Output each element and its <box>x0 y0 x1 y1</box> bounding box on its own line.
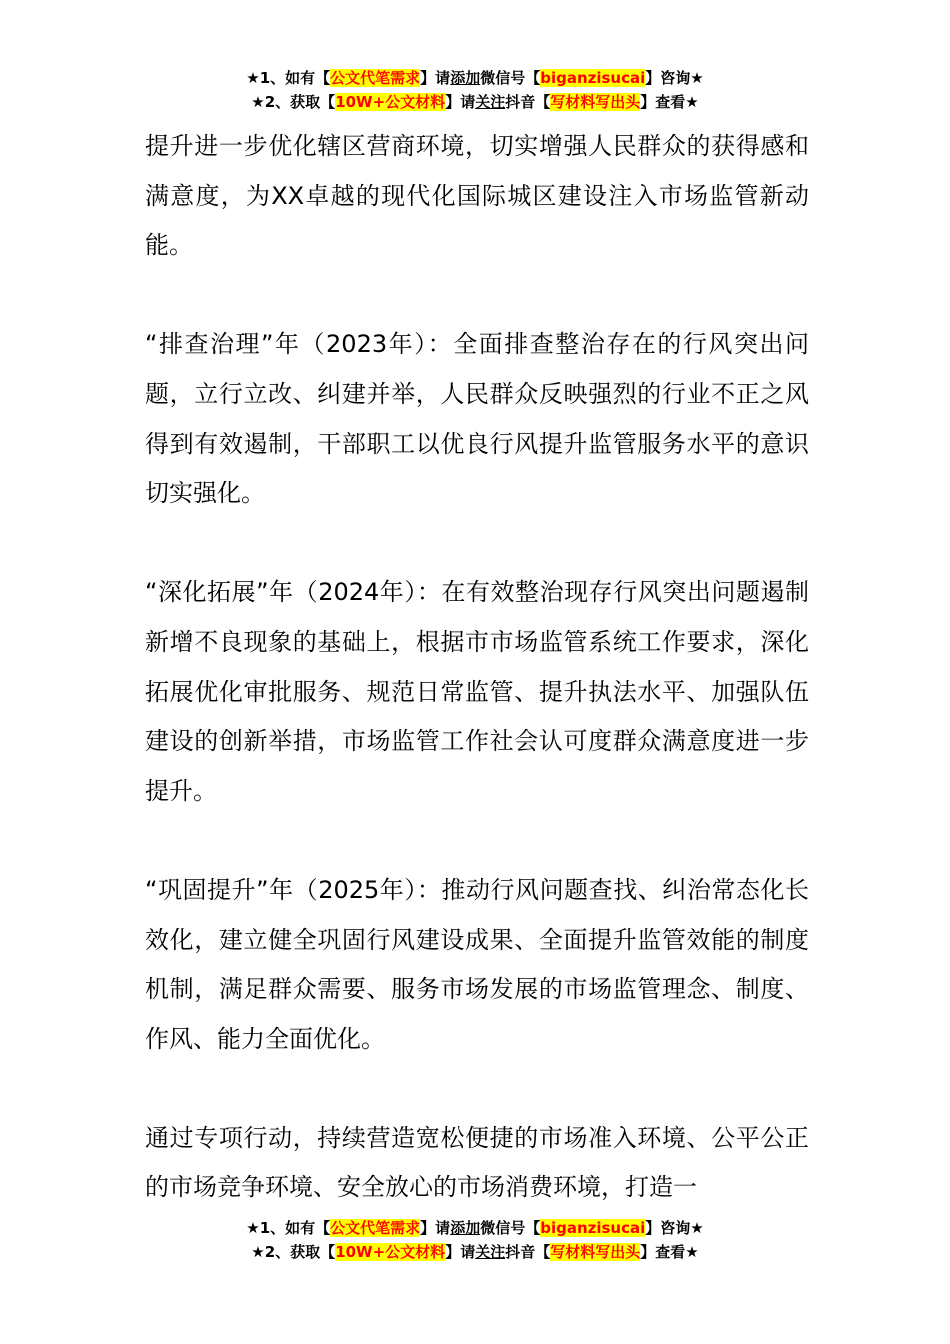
banner-highlight: biganzisucai <box>540 69 646 87</box>
banner-highlight: 10W+公文材料 <box>335 1243 446 1261</box>
banner-underlined: 添加 <box>450 69 481 87</box>
banner-underlined: 添加 <box>450 1219 481 1237</box>
paragraph-intro: 提升进一步优化辖区营商环境，切实增强人民群众的获得感和满意度，为XX卓越的现代化国际城区建设注入市场监管新动能。 <box>145 132 809 260</box>
banner-text: 抖音【 <box>505 1243 551 1261</box>
banner-highlight: 10W+公文材料 <box>335 93 446 111</box>
banner-underlined: 关注 <box>475 93 506 111</box>
banner-text: 】查看★ <box>640 93 699 111</box>
document-body <box>145 122 809 1213</box>
paragraph-2024: “深化拓展”年（2024年）：在有效整治现存行风突出问题遏制新增不良现象的基础上，根据市市场监管系统工作要求，深化拓展优化审批服务、规范日常监管、提升执法水平、加强队伍建设的创新举措，市场监管工作社会认可度群众满意度进一步提升。 <box>145 578 809 805</box>
footer-banner <box>0 1216 950 1264</box>
banner-line-2 <box>0 90 950 114</box>
banner-text: ★1、如有【 <box>246 69 331 87</box>
paragraph-conclusion: 通过专项行动，持续营造宽松便捷的市场准入环境、公平公正的市场竞争环境、安全放心的市场消费环境，打造一 <box>145 1123 809 1202</box>
banner-line-2 <box>0 1240 950 1264</box>
banner-text: 】请 <box>420 69 451 87</box>
banner-text: 微信号【 <box>480 1219 541 1237</box>
banner-text: ★2、获取【 <box>251 1243 336 1261</box>
banner-highlight: 公文代笔需求 <box>330 69 421 87</box>
paragraph-2025: “巩固提升”年（2025年）：推动行风问题查找、纠治常态化长效化，建立健全巩固行风建设成果、全面提升监管效能的制度机制，满足群众需要、服务市场发展的市场监管理念、制度、作风、能力全面优化。 <box>145 875 809 1053</box>
paragraph-spacer <box>145 816 809 866</box>
header-banner <box>0 66 950 114</box>
banner-underlined: 关注 <box>475 1243 506 1261</box>
paragraph-2023: “排查治理”年（2023年）：全面排查整治存在的行风突出问题，立行立改、纠建并举，人民群众反映强烈的行业不正之风得到有效遏制，干部职工以优良行风提升监管服务水平的意识切实强化。 <box>145 330 809 508</box>
banner-highlight: biganzisucai <box>540 1219 646 1237</box>
banner-line-1 <box>0 1216 950 1240</box>
banner-highlight: 写材料写出头 <box>550 1243 641 1261</box>
banner-text: ★1、如有【 <box>246 1219 331 1237</box>
paragraph-spacer <box>145 271 809 321</box>
banner-text: ★2、获取【 <box>251 93 336 111</box>
banner-text: 】咨询★ <box>645 1219 704 1237</box>
banner-highlight: 公文代笔需求 <box>330 1219 421 1237</box>
paragraph-spacer <box>145 1064 809 1114</box>
banner-text: 】请 <box>420 1219 451 1237</box>
paragraph-spacer <box>145 519 809 569</box>
banner-text: 】查看★ <box>640 1243 699 1261</box>
banner-text: 微信号【 <box>480 69 541 87</box>
banner-text: 】请 <box>445 1243 476 1261</box>
banner-highlight: 写材料写出头 <box>550 93 641 111</box>
banner-text: 抖音【 <box>505 93 551 111</box>
banner-line-1 <box>0 66 950 90</box>
banner-text: 】咨询★ <box>645 69 704 87</box>
banner-text: 】请 <box>445 93 476 111</box>
